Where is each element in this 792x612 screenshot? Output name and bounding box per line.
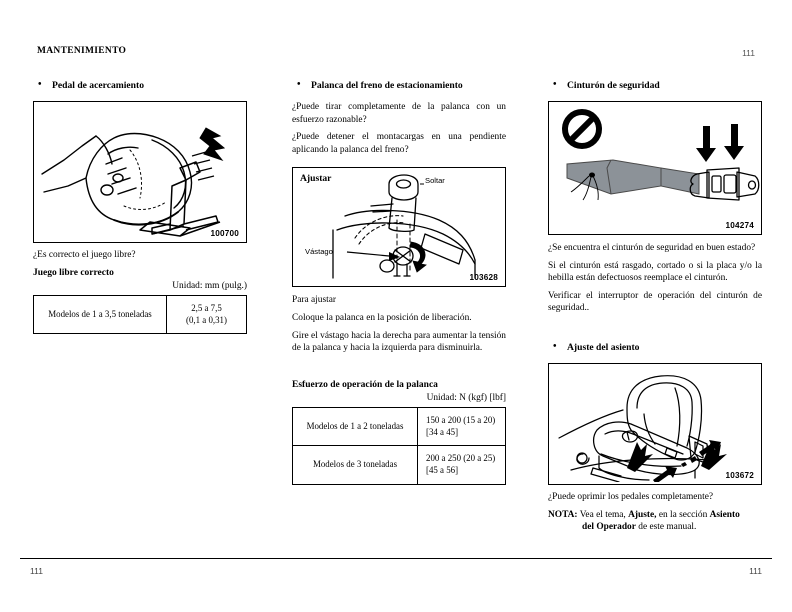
unit-line-left: Unidad: mm (pulg.) <box>172 281 247 292</box>
figure-ajuste-palanca <box>292 167 506 287</box>
figure-label-ajustar: Ajustar <box>300 173 332 185</box>
instruction-posicion-liberacion: Coloque la palanca en la posición de liberación. <box>292 312 472 323</box>
value-line-1: 150 a 200 (15 a 20) <box>426 415 496 426</box>
note-text-part1: Vea el tema, <box>579 509 626 520</box>
note-ajuste-asiento <box>548 509 762 534</box>
table-row <box>34 296 247 334</box>
arrow-down-icon-1 <box>696 126 716 162</box>
figure-cinturon-seguridad <box>548 101 762 235</box>
note-text-part3: de este manual. <box>638 522 697 533</box>
value-line-1: 2,5 a 7,5 <box>191 303 222 314</box>
question-detener-montacargas: ¿Puede detener el montacargas en una pendiente aplicando la palanca del freno? <box>292 132 506 155</box>
seatbelt-illustration <box>549 102 761 232</box>
text-interruptor-cinturon: Verificar el interruptor de operación del cinturón de seguridad.. <box>548 290 762 314</box>
page-header-title: MANTENIMIENTO <box>37 46 127 56</box>
question-estado-cinturon: ¿Se encuentra el cinturón de seguridad en buen estado? <box>548 243 756 253</box>
table-row <box>293 446 506 484</box>
column-left <box>33 80 247 334</box>
figure-code: 103672 <box>725 470 754 480</box>
value-line-1: 200 a 250 (20 a 25) <box>426 453 496 464</box>
arrow-up-left-icon <box>627 442 653 472</box>
footer-page-number-left: 111 <box>30 566 43 576</box>
prohibition-icon <box>565 112 599 146</box>
cell-model: Modelos de 1 a 2 toneladas <box>293 408 418 446</box>
note-bold-ajuste: Ajuste, <box>628 509 657 520</box>
figure-code: 100700 <box>210 229 239 238</box>
figure-code: 104274 <box>725 221 754 230</box>
figure-ajuste-asiento <box>548 363 762 485</box>
value-line-2: (0,1 a 0,31) <box>186 314 227 325</box>
note-label: NOTA: <box>548 509 578 520</box>
figure-label-soltar: Soltar <box>425 176 445 186</box>
figure-pedal-acercamiento <box>33 101 247 243</box>
cell-model: Modelos de 3 toneladas <box>293 446 418 484</box>
heading-cinturon-de-seguridad: • Cinturón de seguridad <box>548 80 762 92</box>
heading-palanca-freno-estacionamiento: • Palanca del freno de estacionamiento <box>292 80 506 92</box>
question-oprimir-pedales: ¿Puede oprimir los pedales completamente? <box>548 491 714 502</box>
footer-divider <box>20 558 772 559</box>
cell-value <box>418 408 506 446</box>
note-bold-del-operador: del Operador <box>582 522 636 533</box>
cell-value <box>167 296 247 334</box>
question-tirar-palanca: ¿Puede tirar completamente de la palanca con un esfuerzo razonable? <box>292 102 506 125</box>
column-right <box>548 80 762 534</box>
footer-page-number-right: 111 <box>749 566 762 576</box>
motion-arrow-icon <box>200 128 224 160</box>
value-line-2: [34 a 45] <box>426 426 459 437</box>
lever-illustration <box>293 168 505 284</box>
value-line-2: [45 a 56] <box>426 465 459 476</box>
table-esfuerzo-palanca <box>292 407 506 484</box>
table-row <box>293 408 506 446</box>
table-juego-libre <box>33 295 247 334</box>
question-juego-libre: ¿Es correcto el juego libre? <box>33 250 136 260</box>
subheading-esfuerzo-operacion: Esfuerzo de operación de la palanca <box>292 379 438 390</box>
page-header-number: 111 <box>742 48 755 58</box>
cell-value <box>418 446 506 484</box>
note-bold-asiento: Asiento <box>709 509 740 520</box>
arrow-down-icon-2 <box>724 124 744 160</box>
unit-line-middle: Unidad: N (kgf) [lbf] <box>426 393 506 404</box>
seat-illustration <box>549 364 761 482</box>
text-reemplazo-cinturon: Si el cinturón está rasgado, cortado o si la placa y/o la hebilla están defectuosos reemplace el cinturón. <box>548 260 762 284</box>
figure-label-vastago: Vástago <box>305 247 333 257</box>
subheading-juego-libre-correcto: Juego libre correcto <box>33 267 114 278</box>
figure-code: 103628 <box>469 273 498 283</box>
note-text-part2: en la sección <box>658 509 708 520</box>
pedal-illustration <box>34 102 246 240</box>
note-second-line <box>548 521 762 534</box>
heading-pedal-de-acercamiento: • Pedal de acercamiento <box>33 80 247 92</box>
cell-model: Modelos de 1 a 3,5 toneladas <box>34 296 167 334</box>
instruction-girar-vastago: Gire el vástago hacia la derecha para aumentar la tensión de la palanca y hacia la izquierda para disminuirla. <box>292 330 506 354</box>
heading-ajuste-del-asiento: • Ajuste del asiento <box>548 342 762 354</box>
column-middle <box>292 80 506 485</box>
instructions-title: Para ajustar <box>292 295 336 306</box>
